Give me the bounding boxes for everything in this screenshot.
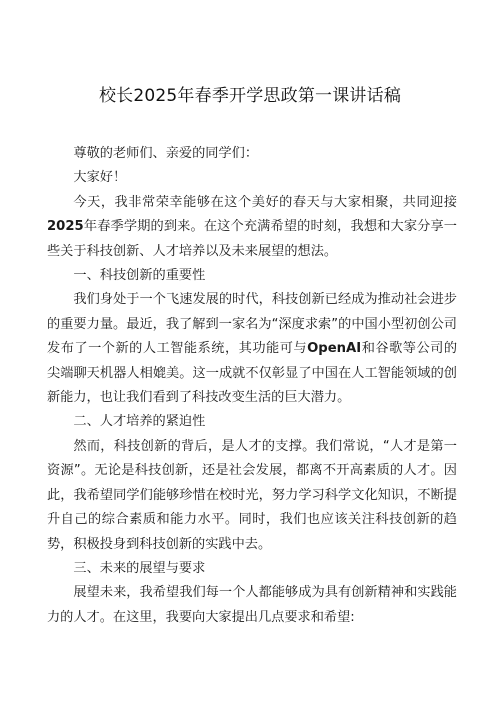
section3-heading: 三、未来的展望与要求 bbox=[73, 560, 206, 576]
section3-paragraph: 展望未来，我希望我们每一个人都能够成为具有创新精神和实践能力的人才。在这里，我要向大家提出几点要求和希望: bbox=[47, 585, 457, 625]
document-body bbox=[47, 142, 457, 630]
intro-text-1: 今天，我非常荣幸能够在这个美好的春天与大家相聚，共同迎接 bbox=[73, 194, 457, 210]
section1-openai: OpenAI bbox=[307, 341, 362, 357]
intro-year: 2025 bbox=[47, 219, 84, 235]
section2-paragraph: 然而，科技创新的背后，是人才的支撑。我们常说，“人才是第一资源”。无论是科技创新，还是社会发展，都离不开高素质的人才。因此，我希望同学们能够珍惜在校时光，努力学习科学文化知识，不断提升自己的综合素质和能力水平。同时，我们也应该关注科技创新的趋势，积极投身到科技创新的实践中去。 bbox=[47, 438, 457, 552]
section1-paragraph bbox=[47, 288, 457, 410]
document-title: 校长2025年春季开学思政第一课讲话稿 bbox=[98, 86, 402, 106]
salutation: 尊敬的老师们、亲爱的同学们： bbox=[73, 146, 259, 161]
section1-text-1: 我们身处于一个飞速发展的时代，科技创新已经成为推动社会进步的重要力量。最近，我了解到一家名为“深度求索”的中国小型初创公司发布了一个新的人工智能系统，其功能可与 bbox=[47, 292, 457, 357]
section1-heading: 一、科技创新的重要性 bbox=[73, 268, 206, 284]
section1-text-2: 和谷歌等公司的尖端聊天机器人相媲美。这一成就不仅彰显了中国在人工智能领域的创新能力，也让我们看到了科技改变生活的巨大潜力。 bbox=[47, 341, 458, 406]
intro-paragraph bbox=[47, 191, 457, 264]
intro-text-2: 年春季学期的到来。在这个充满希望的时刻，我想和大家分享一些关于科技创新、人才培养以及未来展望的想法。 bbox=[47, 219, 457, 259]
greeting: 大家好！ bbox=[73, 170, 127, 186]
section2-heading: 二、人才培养的紧迫性 bbox=[73, 414, 206, 430]
